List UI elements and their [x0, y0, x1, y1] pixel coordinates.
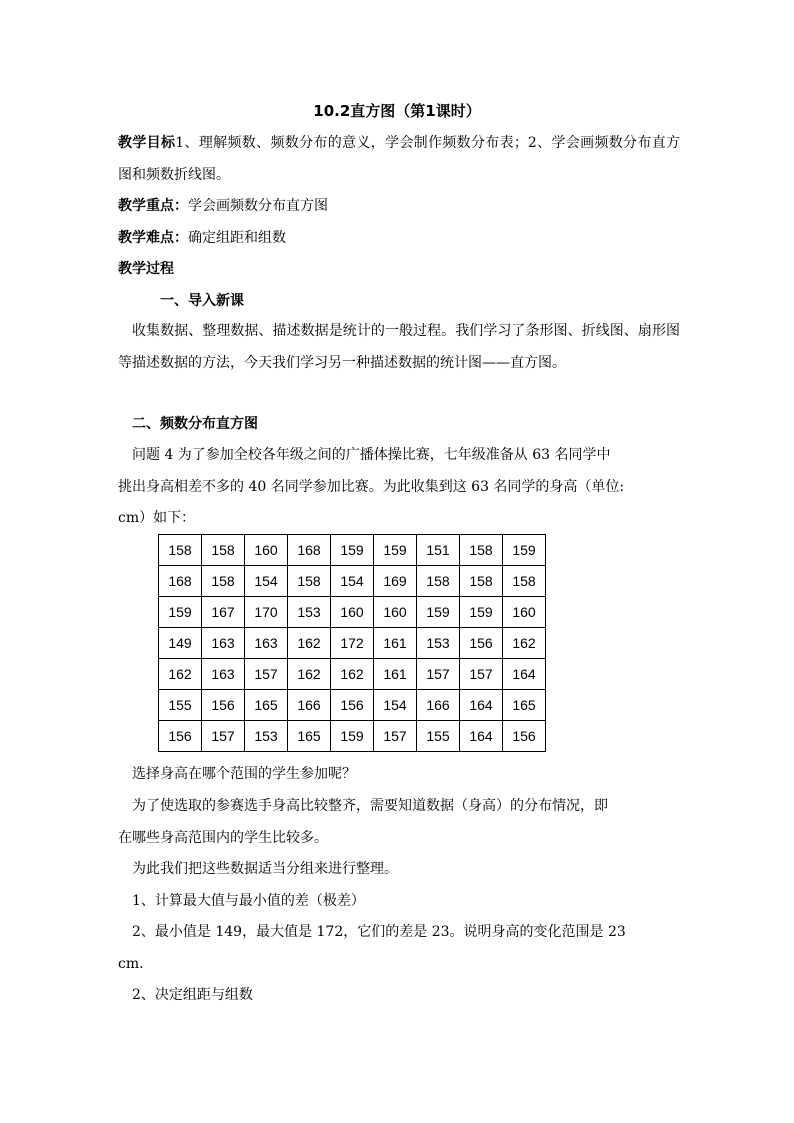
- table-cell: 165: [288, 721, 331, 752]
- after-table-p1-line2: 在哪些身高范围内的学生比较多。: [118, 830, 328, 846]
- table-cell: 158: [202, 535, 245, 566]
- table-cell: 154: [331, 566, 374, 597]
- table-cell: 157: [374, 721, 417, 752]
- table-cell: 158: [288, 566, 331, 597]
- table-cell: 160: [245, 535, 288, 566]
- table-cell: 157: [202, 721, 245, 752]
- table-cell: 162: [331, 659, 374, 690]
- table-cell: 162: [288, 659, 331, 690]
- table-cell: 156: [202, 690, 245, 721]
- table-cell: 157: [460, 659, 503, 690]
- table-cell: 163: [245, 628, 288, 659]
- difficulty: [118, 228, 680, 248]
- table-cell: 155: [417, 721, 460, 752]
- table-row: [159, 535, 546, 566]
- table-cell: 156: [331, 690, 374, 721]
- table-row: [159, 566, 546, 597]
- problem-line-1: 问题 4 为了参加全校各年级之间的广播体操比赛，七年级准备从 63 名同学中: [132, 447, 611, 463]
- table-cell: 159: [159, 597, 202, 628]
- table-cell: 161: [374, 628, 417, 659]
- objectives-text: 1、理解频数、频数分布的意义，学会制作频数分布表；2、学会画频数分布直方图和频数折线图。: [118, 135, 681, 183]
- table-cell: 160: [374, 597, 417, 628]
- table-cell: 157: [245, 659, 288, 690]
- table-cell: 154: [245, 566, 288, 597]
- table-cell: 153: [245, 721, 288, 752]
- step-2-line1: 2、最小值是 149，最大值是 172，它们的差是 23。说明身高的变化范围是 23: [132, 924, 626, 940]
- table-cell: 159: [331, 721, 374, 752]
- table-cell: 166: [288, 690, 331, 721]
- key-point-text: 学会画频数分布直方图: [188, 198, 328, 214]
- table-cell: 159: [374, 535, 417, 566]
- table-cell: 156: [460, 628, 503, 659]
- table-row: [159, 628, 546, 659]
- table-cell: 170: [245, 597, 288, 628]
- after-table-p1-line1: 为了使选取的参赛选手身高比较整齐，需要知道数据（身高）的分布情况，即: [132, 798, 608, 814]
- step-3: 2、决定组距与组数: [132, 987, 253, 1003]
- table-cell: 162: [503, 628, 546, 659]
- table-cell: 161: [374, 659, 417, 690]
- table-row: [159, 659, 546, 690]
- heights-table: [158, 534, 546, 752]
- table-cell: 155: [159, 690, 202, 721]
- table-cell: 166: [417, 690, 460, 721]
- table-cell: 158: [417, 566, 460, 597]
- table-cell: 160: [331, 597, 374, 628]
- table-cell: 164: [460, 690, 503, 721]
- table-cell: 163: [202, 628, 245, 659]
- table-cell: 159: [331, 535, 374, 566]
- table-cell: 159: [417, 597, 460, 628]
- table-cell: 162: [159, 659, 202, 690]
- difficulty-text: 确定组距和组数: [188, 230, 286, 246]
- table-cell: 165: [503, 690, 546, 721]
- problem-line-3: cm）如下：: [118, 510, 196, 526]
- page-title: 10.2直方图（第1课时）: [313, 102, 481, 120]
- table-cell: 151: [417, 535, 460, 566]
- key-point-label: 教学重点：: [118, 198, 188, 214]
- section1-heading: 一、导入新课: [160, 293, 244, 309]
- table-cell: 162: [288, 628, 331, 659]
- table-cell: 159: [503, 535, 546, 566]
- problem-line-2: 挑出身高相差不多的 40 名同学参加比赛。为此收集到这 63 名同学的身高（单位:: [118, 479, 625, 495]
- section2-heading: 二、频数分布直方图: [132, 416, 258, 432]
- table-cell: 167: [202, 597, 245, 628]
- table-cell: 159: [460, 597, 503, 628]
- table-cell: 164: [503, 659, 546, 690]
- table-cell: 168: [159, 566, 202, 597]
- after-table-question: 选择身高在哪个范围的学生参加呢？: [132, 766, 356, 782]
- section1-paragraph: 收集数据、整理数据、描述数据是统计的一般过程。我们学习了条形图、折线图、扇形图等描述数据的方法，今天我们学习另一种描述数据的统计图——直方图。: [118, 323, 680, 371]
- table-cell: 168: [288, 535, 331, 566]
- step-2-line2: cm.: [118, 956, 144, 972]
- table-cell: 156: [503, 721, 546, 752]
- table-cell: 165: [245, 690, 288, 721]
- table-cell: 172: [331, 628, 374, 659]
- process-heading: 教学过程: [118, 261, 174, 277]
- table-cell: 158: [202, 566, 245, 597]
- table-cell: 154: [374, 690, 417, 721]
- table-cell: 153: [288, 597, 331, 628]
- table-cell: 163: [202, 659, 245, 690]
- objectives-label: 教学目标: [118, 135, 176, 151]
- table-cell: 164: [460, 721, 503, 752]
- step-1: 1、计算最大值与最小值的差（极差）: [132, 893, 365, 909]
- table-cell: 156: [159, 721, 202, 752]
- table-cell: 158: [460, 535, 503, 566]
- difficulty-label: 教学难点：: [118, 230, 188, 246]
- table-row: [159, 721, 546, 752]
- table-cell: 158: [460, 566, 503, 597]
- key-point: [118, 196, 680, 216]
- table-cell: 149: [159, 628, 202, 659]
- table-cell: 157: [417, 659, 460, 690]
- table-cell: 169: [374, 566, 417, 597]
- table-row: [159, 597, 546, 628]
- table-cell: 158: [159, 535, 202, 566]
- table-row: [159, 690, 546, 721]
- table-cell: 158: [503, 566, 546, 597]
- teaching-objectives: [118, 127, 680, 191]
- table-cell: 153: [417, 628, 460, 659]
- table-cell: 160: [503, 597, 546, 628]
- after-table-p2: 为此我们把这些数据适当分组来进行整理。: [132, 861, 398, 877]
